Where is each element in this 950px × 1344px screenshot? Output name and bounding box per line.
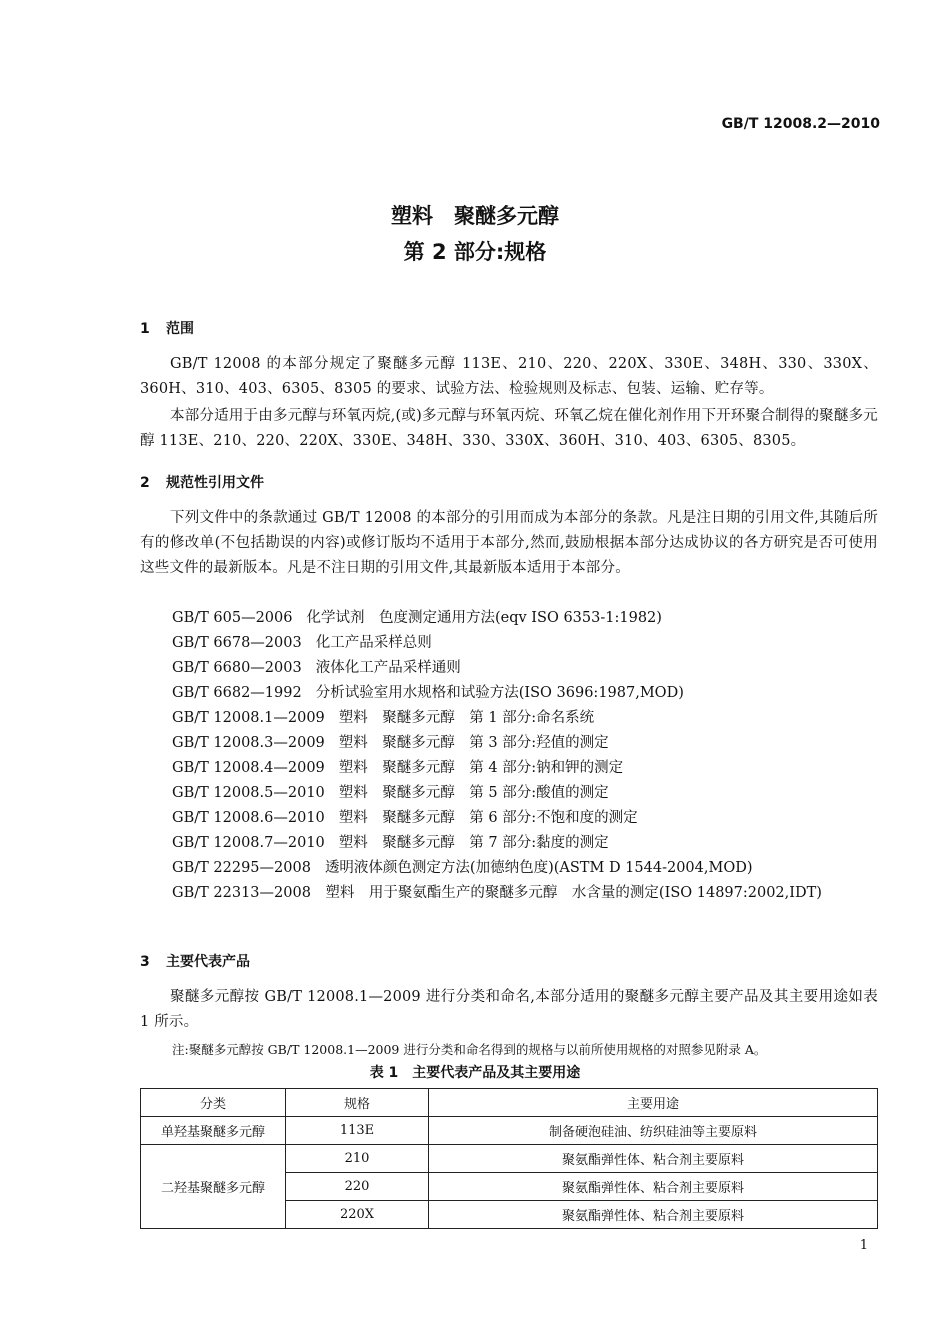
- reference-item: [172, 731, 609, 756]
- reference-item: [172, 606, 662, 631]
- reference-item: [172, 831, 609, 856]
- reference-title: 塑料 聚醚多元醇 第 6 部分:不饱和度的测定: [338, 810, 638, 826]
- reference-code: GB/T 12008.4—2009: [172, 760, 325, 776]
- reference-title: 分析试验室用水规格和试验方法(ISO 3696:1987,MOD): [315, 685, 684, 701]
- table-header-row: [141, 1089, 878, 1117]
- reference-code: GB/T 6682—1992: [172, 685, 302, 701]
- reference-item: [172, 631, 432, 656]
- reference-item-wrapped: GB/T 22313—2008 塑料 用于聚氨酯生产的聚醚多元醇 水含量的测定(ISO 14897:2002,IDT): [172, 885, 822, 901]
- document-subtitle: 第 2 部分:规格: [403, 240, 547, 264]
- spec-cell: 220: [286, 1173, 429, 1201]
- section-3-note: 注:聚醚多元醇按 GB/T 12008.1—2009 进行分类和命名得到的规格与以前所使用规格的对照参见附录 A。: [172, 1042, 767, 1057]
- reference-title: 塑料 聚醚多元醇 第 1 部分:命名系统: [338, 710, 595, 726]
- reference-code: GB/T 6680—2003: [172, 660, 302, 676]
- document-title: 塑料 聚醚多元醇: [391, 204, 559, 228]
- section-1-heading: [140, 318, 194, 338]
- section-title: 规范性引用文件: [166, 475, 264, 491]
- reference-item: [172, 856, 753, 881]
- reference-title: 塑料 聚醚多元醇 第 3 部分:羟值的测定: [338, 735, 609, 751]
- reference-item: [172, 681, 684, 706]
- section-2-intro: 下列文件中的条款通过 GB/T 12008 的本部分的引用而成为本部分的条款。凡是注日期的引用文件,其随后所有的修改单(不包括勘误的内容)或修订版均不适用于本部分,然而,鼓励根据本部分达成协议的各方研究是否可使用这些文件的最新版本。凡是不注日期的引用文件,其最新版本适用于本部分。: [140, 510, 878, 576]
- reference-item: [172, 781, 609, 806]
- usage-cell: 聚氨酯弹性体、粘合剂主要原料: [429, 1173, 878, 1201]
- reference-title: 塑料 聚醚多元醇 第 4 部分:钠和钾的测定: [338, 760, 624, 776]
- reference-code: GB/T 12008.6—2010: [172, 810, 325, 826]
- section-1-paragraph-1: GB/T 12008 的本部分规定了聚醚多元醇 113E、210、220、220X、330E、348H、330、330X、360H、310、403、6305、8305 的要求、试验方法、检验规则及标志、包装、运输、贮存等。: [140, 356, 878, 397]
- reference-code: GB/T 22295—2008: [172, 860, 311, 876]
- section-number: 3: [140, 954, 150, 970]
- reference-code: GB/T 12008.3—2009: [172, 735, 325, 751]
- section-2-heading: [140, 472, 264, 492]
- reference-item: [172, 706, 594, 731]
- table-row: [141, 1145, 878, 1173]
- column-header: 规格: [286, 1089, 429, 1117]
- usage-cell: 聚氨酯弹性体、粘合剂主要原料: [429, 1201, 878, 1229]
- reference-item: [172, 656, 461, 681]
- usage-cell: 制备硬泡硅油、纺织硅油等主要原料: [429, 1117, 878, 1145]
- reference-item: [172, 806, 638, 831]
- section-number: 1: [140, 321, 150, 337]
- standard-code: GB/T 12008.2—2010: [721, 116, 880, 132]
- reference-title: 塑料 聚醚多元醇 第 5 部分:酸值的测定: [338, 785, 609, 801]
- usage-cell: 聚氨酯弹性体、粘合剂主要原料: [429, 1145, 878, 1173]
- spec-cell: 210: [286, 1145, 429, 1173]
- reference-code: GB/T 12008.1—2009: [172, 710, 325, 726]
- section-1-paragraph-2: 本部分适用于由多元醇与环氧丙烷,(或)多元醇与环氧丙烷、环氧乙烷在催化剂作用下开环聚合制得的聚醚多元醇 113E、210、220、220X、330E、348H、330、330X、360H、310、403、6305、8305。: [140, 408, 878, 449]
- table-row: [141, 1117, 878, 1145]
- section-3-heading: [140, 951, 250, 971]
- reference-title: 化工产品采样总则: [315, 635, 432, 651]
- reference-title: 液体化工产品采样通则: [315, 660, 461, 676]
- reference-code: GB/T 12008.7—2010: [172, 835, 325, 851]
- reference-code: GB/T 12008.5—2010: [172, 785, 325, 801]
- spec-cell: 220X: [286, 1201, 429, 1229]
- reference-code: GB/T 6678—2003: [172, 635, 302, 651]
- products-table: [140, 1088, 878, 1229]
- category-cell: 二羟基聚醚多元醇: [141, 1145, 286, 1229]
- reference-title: 化学试剂 色度测定通用方法(eqv ISO 6353-1:1982): [306, 610, 662, 626]
- column-header: 主要用途: [429, 1089, 878, 1117]
- column-header: 分类: [141, 1089, 286, 1117]
- reference-code: GB/T 605—2006: [172, 610, 293, 626]
- section-3-paragraph: 聚醚多元醇按 GB/T 12008.1—2009 进行分类和命名,本部分适用的聚醚多元醇主要产品及其主要用途如表 1 所示。: [140, 989, 878, 1030]
- table-caption: 表 1 主要代表产品及其主要用途: [369, 1065, 581, 1081]
- reference-item: [172, 756, 623, 781]
- section-title: 主要代表产品: [166, 954, 250, 970]
- spec-cell: 113E: [286, 1117, 429, 1145]
- section-number: 2: [140, 475, 150, 491]
- page-number: 1: [859, 1238, 868, 1253]
- reference-title: 塑料 聚醚多元醇 第 7 部分:黏度的测定: [338, 835, 609, 851]
- reference-title: 透明液体颜色测定方法(加德纳色度)(ASTM D 1544-2004,MOD): [324, 860, 753, 876]
- category-cell: 单羟基聚醚多元醇: [141, 1117, 286, 1145]
- section-title: 范围: [166, 321, 194, 337]
